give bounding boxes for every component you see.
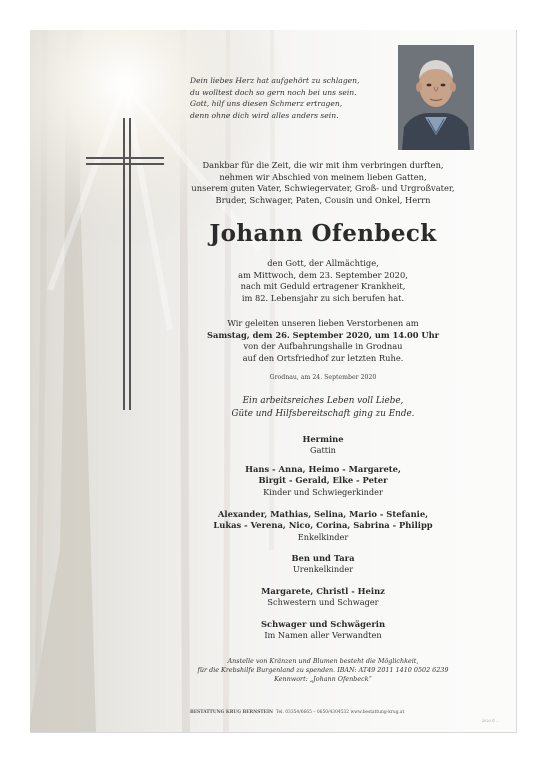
- place-date: Grodnau, am 24. September 2020: [269, 374, 377, 381]
- death-notice: den Gott, der Allmächtige, am Mittwoch, dem 23. September 2020, nach mit Geduld ertragener Krankheit, im 82. Lebensjahr zu sich berufen hat.: [238, 258, 408, 303]
- mourner-group: Hermine Gattin: [302, 434, 344, 456]
- portrait-photo: [398, 45, 474, 150]
- mourner-group: Alexander, Mathias, Selina, Mario - Stefanie, Lukas - Verena, Nico, Corina, Sabrina - Philipp Enkelkinder: [213, 509, 433, 542]
- intro-text: Dankbar für die Zeit, die wir mit ihm verbringen durften, nehmen wir Abschied von meinem lieben Gatten, unserem guten Vater, Schwiegervater, Groß- und Urgroßvater, Bruder, Schwager, Paten, Cousin und Onkel, Herrn: [191, 160, 455, 205]
- funeral-home-footer: BESTATTUNG KRUG BERNSTEIN Tel. 03354/6665 – 0650/4304532 www.bestattung-krug.at: [190, 710, 405, 715]
- cross-icon-line: [129, 118, 131, 410]
- cross-icon: [123, 118, 125, 410]
- motto: Ein arbeitsreiches Leben voll Liebe, Güte und Hilfsbereitschaft ging zu Ende.: [231, 396, 415, 419]
- deceased-name: Johann Ofenbeck: [209, 220, 437, 247]
- obituary-card: [30, 30, 517, 733]
- poem: Dein liebes Herz hat aufgehört zu schlagen, du wolltest doch so gern noch bei uns sein. Gott, hilf uns diesen Schmerz ertragen, denn ohne dich wird alles anders sein.: [190, 76, 360, 120]
- mourner-group: Ben und Tara Urenkelkinder: [291, 553, 355, 575]
- mourner-group: Schwager und Schwägerin Im Namen aller Verwandten: [260, 619, 386, 641]
- print-reference: 2020 © ...: [482, 719, 500, 723]
- donation-note: Anstelle von Kränzen und Blumen besteht die Möglichkeit, für die Krebshilfe Burgenland zu spenden. IBAN: AT49 2011 1410 0502 6239 Kennwort: „Johann Ofenbeck“: [197, 657, 449, 683]
- mourner-group: Hans - Anna, Heimo - Margarete, Birgit - Gerald, Elke - Peter Kinder und Schwiegerkinder: [245, 464, 401, 497]
- funeral-info: Wir geleiten unseren lieben Verstorbenen am Samstag, dem 26. September 2020, um 14.00 Uhr von der Aufbahrungshalle in Grodnau auf den Ortsfriedhof zur letzten Ruhe.: [206, 318, 440, 363]
- cross-icon-bar: [86, 157, 164, 159]
- mourner-group: Margarete, Christl - Heinz Schwestern und Schwager: [261, 586, 385, 608]
